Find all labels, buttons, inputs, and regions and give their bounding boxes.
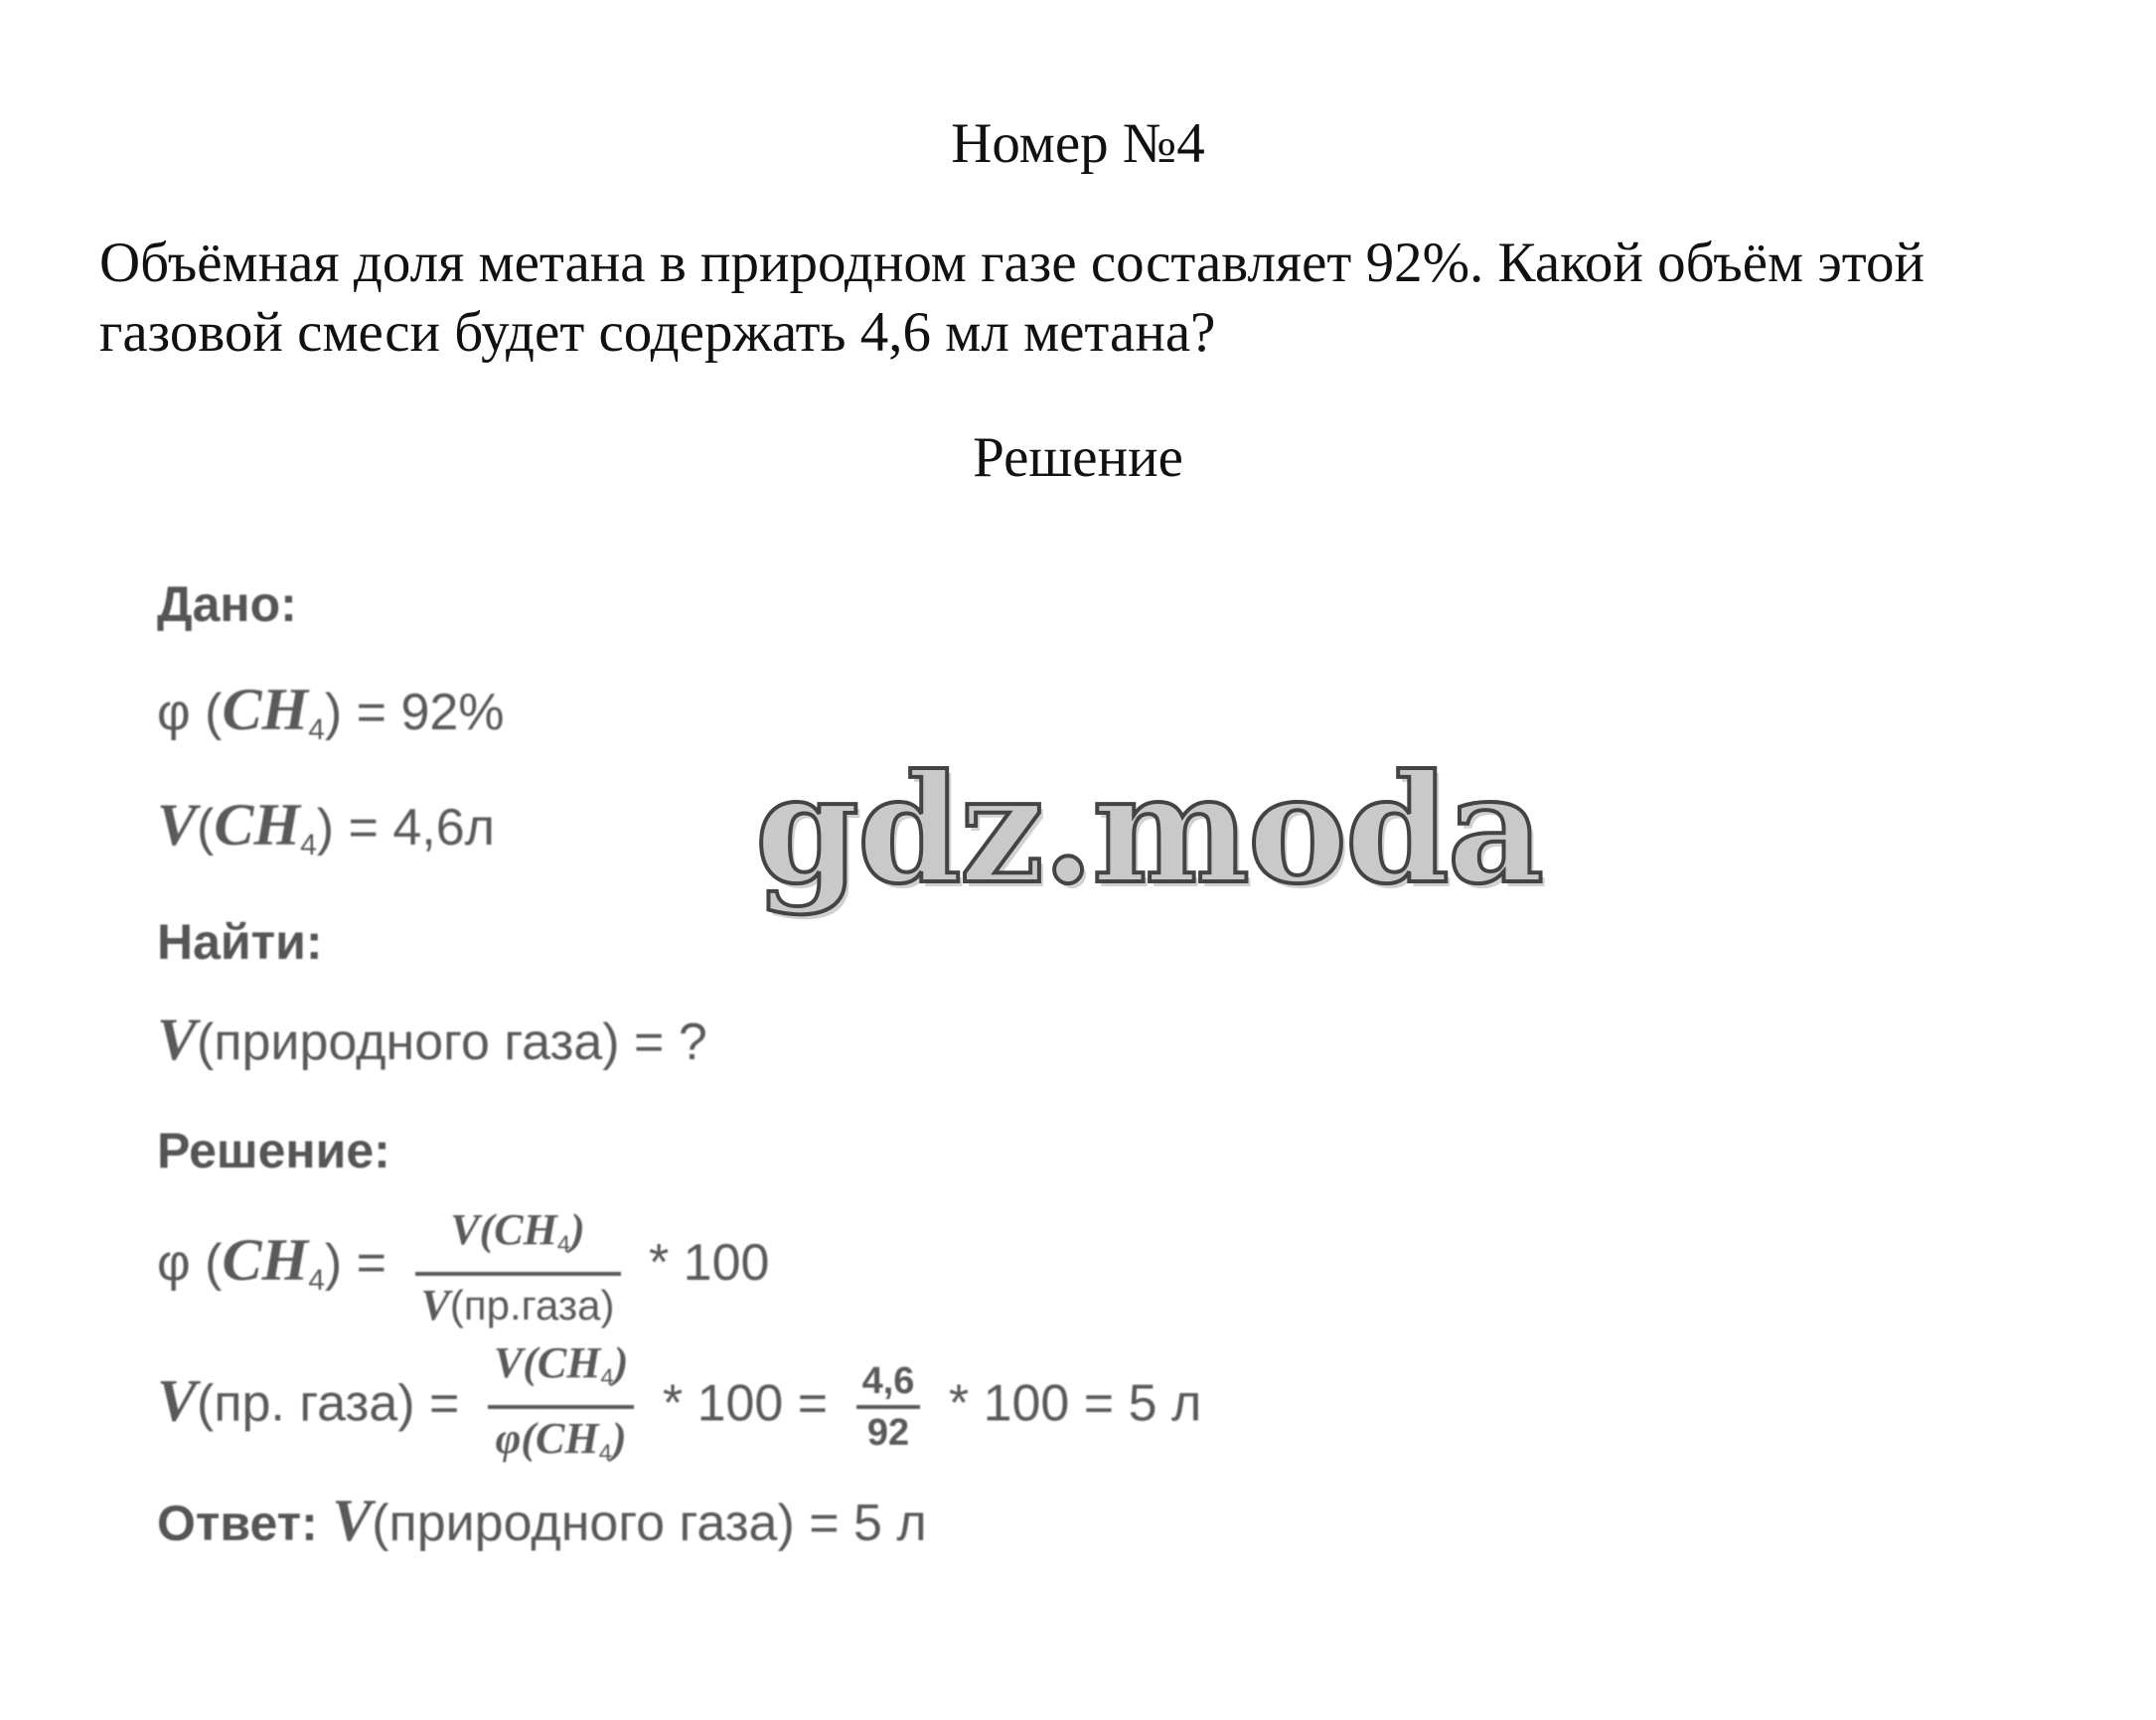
volume-symbol: V xyxy=(157,792,198,858)
answer-text: (природного газа) = 5 л xyxy=(372,1494,927,1552)
equals-sign: = xyxy=(356,1234,387,1293)
open-paren: ( xyxy=(479,1205,495,1254)
denominator-text: (пр.газа) xyxy=(449,1282,615,1329)
formula-1-row xyxy=(157,1200,769,1332)
find-text: (природного газа) = ? xyxy=(197,1014,707,1071)
methane-formula: CH xyxy=(222,1227,309,1294)
open-paren: ( xyxy=(523,1338,538,1387)
given-label-row xyxy=(157,574,297,634)
open-paren: ( xyxy=(197,799,215,857)
volume-symbol: V xyxy=(493,1338,524,1387)
volume-symbol: V xyxy=(420,1281,450,1329)
numeric-fraction xyxy=(856,1357,921,1457)
multiply-100: * 100 xyxy=(648,1234,770,1293)
volume-value: ) = 4,6л xyxy=(316,799,495,857)
volume-symbol: V xyxy=(157,1007,198,1072)
given-volume-row xyxy=(157,792,495,875)
find-label-row xyxy=(157,912,323,972)
phi-symbol: φ xyxy=(157,684,191,741)
phi-symbol: φ xyxy=(157,1234,191,1293)
subscript: 4 xyxy=(598,1440,612,1467)
answer-label: Ответ: xyxy=(157,1495,318,1551)
subscript: 4 xyxy=(600,1364,614,1391)
numeric-denominator: 92 xyxy=(866,1412,910,1454)
volume-symbol: V xyxy=(157,1367,198,1434)
volume-symbol: V xyxy=(332,1487,373,1553)
watermark-logo: gdz.moda xyxy=(755,742,1543,917)
volume-symbol: V xyxy=(450,1205,480,1254)
subscript: 4 xyxy=(556,1231,571,1258)
find-row xyxy=(157,1007,707,1072)
phi-symbol: φ xyxy=(495,1414,522,1463)
subscript: 4 xyxy=(308,713,325,746)
close-paren: ) xyxy=(570,1205,585,1254)
open-paren: ( xyxy=(521,1414,537,1463)
given-label: Дано: xyxy=(157,576,297,632)
formula-2-row xyxy=(157,1333,1201,1481)
close-paren: ) xyxy=(613,1338,629,1387)
fraction xyxy=(488,1333,635,1481)
fraction-denominator xyxy=(415,1276,621,1332)
methane-formula: CH xyxy=(222,677,309,742)
formula-2-middle: * 100 = xyxy=(662,1374,829,1433)
page-title: Номер №4 xyxy=(951,112,1205,175)
fraction xyxy=(415,1200,621,1332)
methane-formula: CH xyxy=(494,1205,557,1254)
problem-text: Объёмная доля метана в природном газе составляет 92%. Какой объём этой газовой смеси будет содержать 4,6 мл метана? xyxy=(99,232,1925,364)
solution-label-row xyxy=(157,1121,390,1180)
numeric-numerator: 4,6 xyxy=(856,1357,921,1409)
subscript: 4 xyxy=(300,829,317,861)
fraction-denominator xyxy=(488,1409,635,1481)
methane-formula: CH xyxy=(214,792,301,858)
find-label: Найти: xyxy=(157,914,323,970)
fraction-numerator xyxy=(488,1333,635,1409)
formula-2-result: * 100 = 5 л xyxy=(948,1374,1202,1433)
subscript: 4 xyxy=(308,1264,325,1298)
fraction-numerator xyxy=(415,1200,621,1276)
methane-formula: CH xyxy=(536,1414,599,1463)
methane-formula: CH xyxy=(537,1338,601,1387)
formula-2-left: (пр. газа) = xyxy=(197,1374,460,1433)
solution-heading: Решение xyxy=(973,426,1183,489)
given-phi-row xyxy=(157,677,505,760)
open-paren: ( xyxy=(205,1234,223,1293)
close-paren: ) xyxy=(611,1414,627,1463)
answer-row xyxy=(157,1487,927,1553)
close-paren: ) xyxy=(324,1234,343,1293)
phi-value: ) = 92% xyxy=(324,684,505,741)
solution-label: Решение: xyxy=(157,1123,390,1178)
open-paren: ( xyxy=(205,684,223,741)
